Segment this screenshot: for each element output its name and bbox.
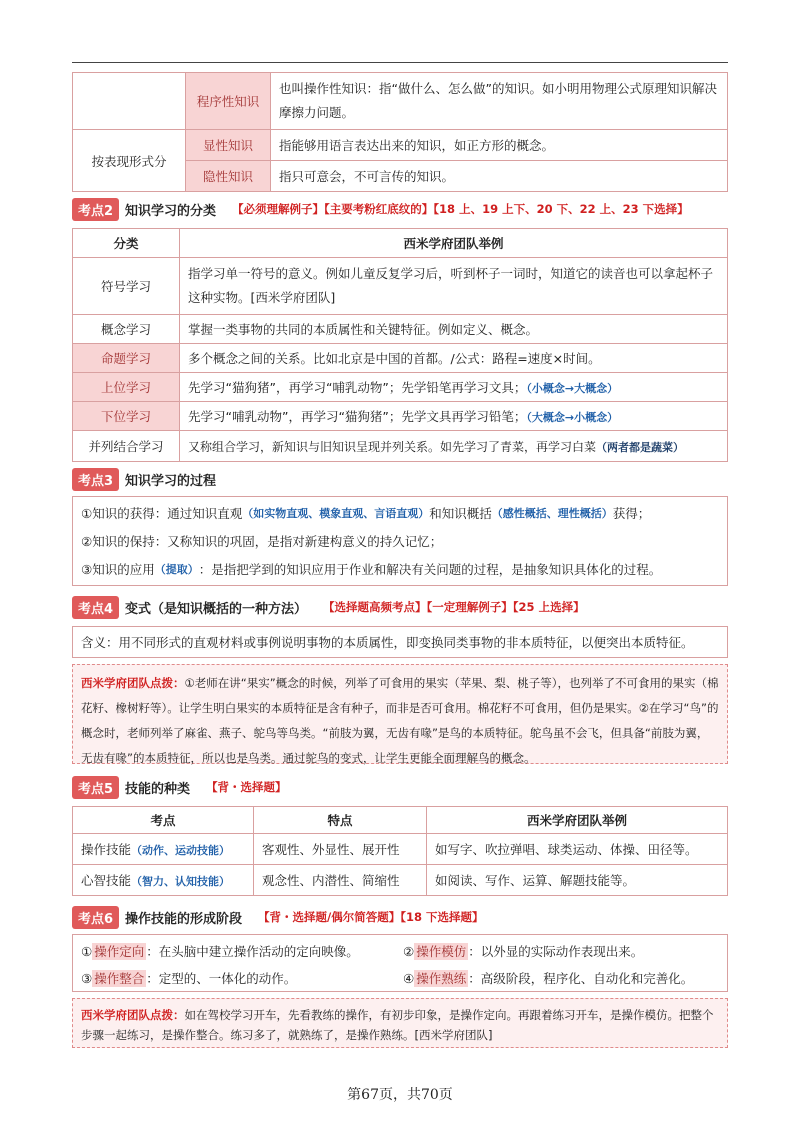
table-row — [73, 834, 728, 865]
stage-text: ：以外显的实际动作表现出来。 — [468, 943, 644, 959]
stage-item — [81, 969, 403, 987]
stage-item — [81, 942, 403, 960]
row-note: （两者都是蔬菜） — [596, 440, 685, 454]
skill-feature: 客观性、外显性、展开性 — [254, 834, 427, 865]
page-number: 第67页，共70页 — [347, 1087, 453, 1103]
skill-example: 如阅读、写作、运算、解题技能等。 — [427, 865, 728, 896]
process-line-1 — [73, 499, 727, 527]
stage-num: ④ — [403, 970, 415, 986]
stage-key: 操作定向 — [94, 943, 145, 959]
process-text: ①知识的获得：通过知识直观 — [81, 506, 243, 521]
row-text — [180, 431, 728, 462]
table-row — [73, 344, 728, 373]
skill-example: 如写字、吹拉弹唱、球类运动、体操、田径等。 — [427, 834, 728, 865]
skill-name: 心智技能 — [81, 873, 132, 888]
skill-name-cell — [73, 834, 254, 865]
knowledge-process-box — [72, 496, 728, 586]
table-row — [73, 402, 728, 431]
skill-stage-box — [72, 934, 728, 992]
process-text: 和知识概括 — [429, 506, 492, 521]
table-row — [73, 865, 728, 896]
row-text — [180, 258, 728, 315]
desc-cell: 也叫操作性知识：指“做什么、怎么做”的知识。如小明用物理公式原理知识解决摩擦力问题。 — [271, 73, 728, 130]
section-header-3 — [72, 468, 232, 490]
table-row — [73, 130, 728, 161]
header-cell: 特点 — [254, 807, 427, 834]
header-category: 分类 — [73, 229, 180, 258]
stage-key: 操作模仿 — [416, 943, 467, 959]
process-text: ③知识的应用 — [81, 562, 155, 577]
section-header-2 — [72, 198, 689, 220]
type-cell: 隐性知识 — [186, 161, 271, 192]
variant-definition: 含义：用不同形式的直观材料或事例说明事物的本质属性，即变换同类事物的非本质特征，以便突出本质特征。 — [81, 635, 694, 650]
section-tags: 【必须理解例子】【主要考粉红底纹的】【18 上、19 上下、20 下、22 上、23 下选择】 — [232, 202, 689, 216]
section-title: 知识学习的过程 — [125, 473, 217, 489]
tip-lead: 西米学府团队点拨： — [81, 1008, 185, 1022]
stage-row — [73, 937, 727, 964]
stage-num: ① — [81, 943, 93, 959]
stage-text: ：高级阶段，程序化、自动化和完善化。 — [468, 970, 694, 986]
desc-cell: 指能够用语言表达出来的知识，如正方形的概念。 — [271, 130, 728, 161]
row-name: 符号学习 — [73, 258, 180, 315]
section-title: 技能的种类 — [125, 781, 191, 797]
header-cell: 西米学府团队举例 — [427, 807, 728, 834]
section-title: 变式（是知识概括的一种方法） — [125, 601, 308, 617]
skill-feature: 观念性、内潜性、简缩性 — [254, 865, 427, 896]
stage-row — [73, 964, 727, 991]
category-cell — [73, 73, 186, 130]
row-text-main: 又称组合学习，新知识与旧知识呈现并列关系。如先学习了青菜，再学习白菜 — [188, 439, 597, 454]
row-text: 掌握一类事物的共同的本质属性和关键特征。例如定义、概念。 — [180, 315, 728, 344]
process-line-2: ②知识的保持：又称知识的巩固，是指对新建构意义的持久记忆； — [81, 534, 443, 549]
table-row — [73, 258, 728, 315]
type-cell: 显性知识 — [186, 130, 271, 161]
table-row — [73, 431, 728, 462]
knowledge-type-table — [72, 72, 728, 192]
skill-type-table — [72, 806, 728, 896]
skill-name: 操作技能 — [81, 842, 132, 857]
row-text-main: 先学习“猫狗猪”，再学习“哺乳动物”；先学铅笔再学习文具； — [188, 380, 527, 395]
section-badge: 考点5 — [72, 776, 119, 799]
stage-key: 操作熟练 — [416, 970, 467, 986]
table-row — [73, 315, 728, 344]
process-line-3 — [73, 555, 727, 583]
stage-num: ② — [403, 943, 415, 959]
section-title: 操作技能的形成阶段 — [125, 911, 243, 927]
header-rule — [72, 62, 728, 63]
type-cell: 程序性知识 — [186, 73, 271, 130]
stage-item — [403, 942, 643, 960]
tip-body: ①老师在讲“果实”概念的时候，列举了可食用的果实（苹果、梨、桃子等），也列举了不可食用的果实（棉花籽、橡树籽等）。让学生明白果实的本质特征是含有种子，而非是否可食用。棉花籽不可食用，但仍是果实。②在学习“鸟”的概念时，老师列举了麻雀、燕子、鸵鸟等鸟类。“前肢为翼，无齿有喙”是鸟的本质特征。鸵鸟虽不会飞，但具备“前肢为翼，无齿有喙”的本质特征，所以也是鸟类。通过鸵鸟的变式，让学生更能全面理解鸟的概念。 — [81, 676, 719, 765]
header-cell: 考点 — [73, 807, 254, 834]
stage-tip-box — [72, 998, 728, 1048]
tip-lead: 西米学府团队点拨： — [81, 676, 185, 690]
process-note: （如实物直观、模象直观、言语直观） — [242, 507, 430, 520]
row-text: 多个概念之间的关系。比如北京是中国的首都。/公式：路程=速度×时间。 — [180, 344, 728, 373]
skill-name-cell — [73, 865, 254, 896]
stage-text: ：在头脑中建立操作活动的定向映像。 — [146, 943, 359, 959]
stage-item — [403, 969, 693, 987]
section-tags: 【背・选择题/偶尔简答题】【18 下选择题】 — [258, 910, 484, 924]
table-row — [73, 373, 728, 402]
skill-note: （动作、运动技能） — [131, 844, 231, 857]
tip-body: 如在驾校学习开车，先看教练的操作，有初步印象，是操作定向。再跟着练习开车，是操作模仿。把整个步骤一起练习，是操作整合。练习多了，就熟练了，是操作熟练。[西米学府团队] — [81, 1008, 714, 1042]
section-badge: 考点6 — [72, 906, 119, 929]
row-text — [180, 373, 728, 402]
row-note: （大概念→小概念） — [526, 411, 619, 424]
row-text-main: 先学习“哺乳动物”，再学习“猫狗猪”；先学文具再学习铅笔； — [188, 409, 527, 424]
row-text-main: 指学习单一符号的意义。例如儿童反复学习后，听到杯子一词时，知道它的读音也可以拿起杯子这种实物。[西米学府团队] — [188, 266, 714, 305]
section-title: 知识学习的分类 — [125, 203, 217, 219]
table-header-row — [73, 807, 728, 834]
row-name: 上位学习 — [73, 373, 180, 402]
section-badge: 考点3 — [72, 468, 119, 491]
stage-key: 操作整合 — [94, 970, 145, 986]
section-tags: 【背・选择题】 — [206, 780, 287, 794]
section-header-4 — [72, 596, 585, 618]
variant-definition-box — [72, 626, 728, 658]
variant-tip-box — [72, 664, 728, 764]
process-text: 获得； — [612, 506, 651, 521]
section-header-5 — [72, 776, 287, 798]
row-name: 概念学习 — [73, 315, 180, 344]
row-name: 命题学习 — [73, 344, 180, 373]
stage-num: ③ — [81, 970, 93, 986]
row-text — [180, 402, 728, 431]
section-tags: 【选择题高频考点】【一定理解例子】【25 上选择】 — [323, 600, 585, 614]
header-example: 西米学府团队举例 — [180, 229, 728, 258]
table-row — [73, 73, 728, 130]
learning-classification-table — [72, 228, 728, 462]
section-header-6 — [72, 906, 484, 928]
row-note: （小概念→大概念） — [526, 382, 619, 395]
process-text: ：是指把学到的知识应用于作业和解决有关问题的过程，是抽象知识具体化的过程。 — [198, 562, 662, 577]
desc-cell: 指只可意会，不可言传的知识。 — [271, 161, 728, 192]
process-note: （感性概括、理性概括） — [491, 507, 613, 520]
stage-text: ：定型的、一体化的动作。 — [146, 970, 297, 986]
skill-note: （智力、认知技能） — [131, 875, 231, 888]
category-cell: 按表现形式分 — [73, 130, 186, 192]
section-badge: 考点4 — [72, 596, 119, 619]
row-name: 并列结合学习 — [73, 431, 180, 462]
section-badge: 考点2 — [72, 198, 119, 221]
table-header-row — [73, 229, 728, 258]
process-note: （提取） — [154, 563, 199, 576]
row-name: 下位学习 — [73, 402, 180, 431]
